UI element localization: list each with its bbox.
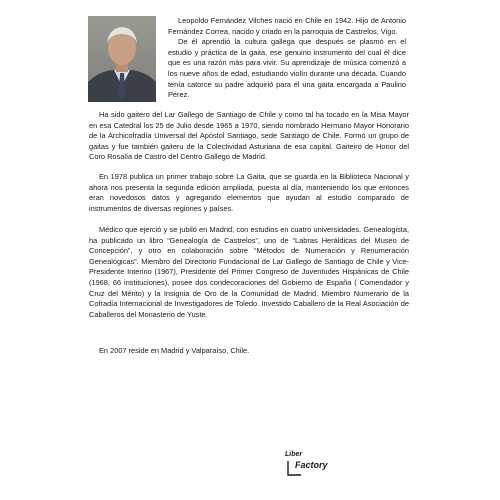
publisher-logo-word-1: Liber xyxy=(285,451,303,458)
publisher-logo-mark xyxy=(285,451,341,477)
bio-culture-text: De él aprendió la cultura gallega que después se plasmó en el estudio y práctica de la gaita, ese genuino instrumento del cual él dice que es una razón más para vivir. Su aprendizaje de música comenzó a los nueve años de edad, estudiando violín durante una década. Cuando tenía catorce su padre adquirió para él una gaita encargada a Paulino Pérez. xyxy=(168,37,406,100)
bio-publication-text: En 1978 publica un primer trabajo sobre La Gaita, que se guarda en la Biblioteca Nacional y ahora nos presenta la segunda edición ampliada, puesta al día, manteniendo los que entonces eran novedosos datos y agregando elementos que ayudan al estudio comparado de instrumentos de diversas regiones y países. xyxy=(89,172,409,213)
author-intro-paragraph xyxy=(168,16,406,101)
residence-text: En 2007 reside en Madrid y Valparaíso, Chile. xyxy=(99,346,250,355)
publisher-logo-word-2: Factory xyxy=(295,460,328,470)
residence-paragraph xyxy=(89,346,409,357)
publisher-logo-bracket xyxy=(288,461,301,475)
bio-gaitero-text: Ha sido gaitero del Lar Gallego de Santiago de Chile y como tal ha tocado en la Misa Mayor en esa Catedral los 25 de Julio desde 1965 a 1970, siendo nombrado Hermano Mayor Honorario de la Archicofradía Universal del Apóstol Santiago, sede Santiago de Chile. Formó un grupo de gaitas y fue también gaiteru de la Colectividad Asturiana de esa capital. Gaiteiro de Honor del Coro Rosalía de Castro del Centro Gallego de Madrid. xyxy=(89,110,409,162)
bio-medico-text: Médico que ejerció y se jubiló en Madrid, con estudios en cuatro universidades. Genealogista, ha publicado un libro “Genealogía de Castrelos”, uno de “Labras Heráldicas del Museo de Concepción”, y otro en colaboración sobre “Métodos de Numeración y Renumeración Genealógicas”. Miembro del Directorio Fundacional de Lar Gallego de Santiago de Chile y Vice-Presidente Interino (1967), Presidente del Primer Congreso de Juventudes Hispánicas de Chile (1968, 66 instituciones), posee dos condecoraciones del Gobierno de España ( Comendador y Cruz del Mérito) y la Insignia de Oro de la Comunidad de Madrid. Miembro Numerario de la Cofradía Internacional de Investigadores de Toledo. Investido Caballero de la Real Asociación de Caballeros del Monasterio de Yuste. xyxy=(89,225,409,319)
author-portrait xyxy=(88,16,156,102)
author-portrait-illustration xyxy=(88,16,156,102)
publisher-logo xyxy=(285,451,341,477)
career-paragraph xyxy=(89,225,409,320)
gaitero-paragraph xyxy=(89,110,409,163)
publication-paragraph xyxy=(89,172,409,214)
bio-intro-text: Leopoldo Fernández Vilches nació en Chile en 1942. Hijo de Antonio Fernández Correa, nacido y criado en la parroquia de Castrelos, Vigo. xyxy=(168,16,406,36)
